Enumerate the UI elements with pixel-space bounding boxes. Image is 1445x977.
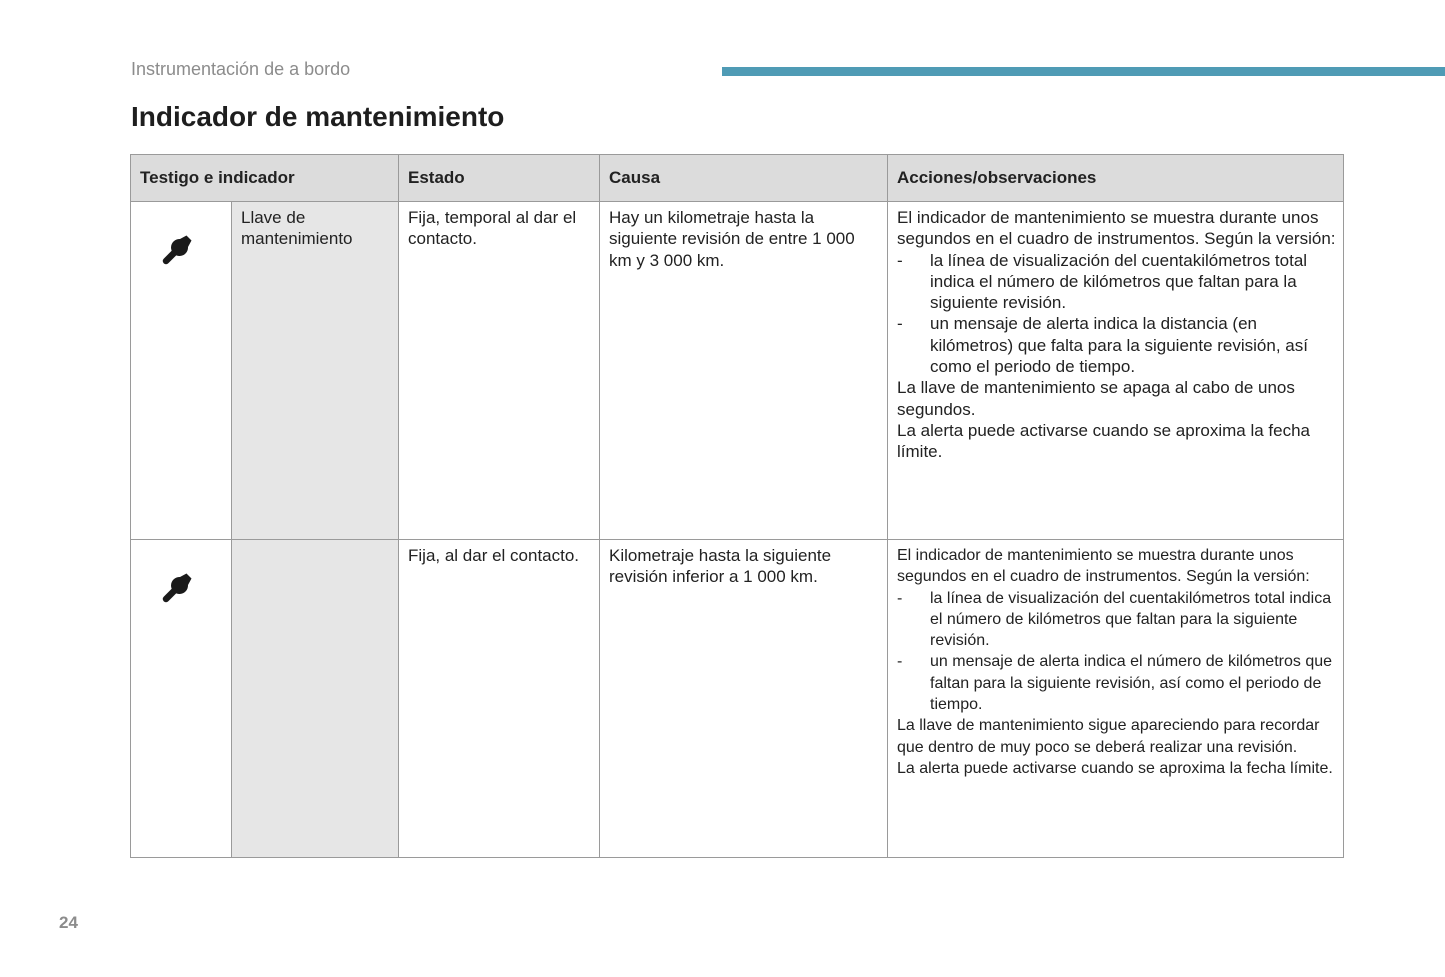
header-accent-bar: [722, 67, 1445, 76]
list-item-text: la línea de visualización del cuentakilómetros total indica el número de kilómetros que faltan para la siguiente revisión.: [930, 589, 1332, 650]
page-title: Indicador de mantenimiento: [131, 101, 505, 132]
section-label: Instrumentación de a bordo: [131, 59, 351, 79]
table-header-row: [131, 155, 1344, 202]
page-number: 24: [59, 913, 78, 932]
estado-cell: Fija, al dar el contacto.: [399, 540, 600, 858]
list-item: [897, 588, 1337, 652]
wrench-icon: [159, 562, 203, 606]
bullet-dash: -: [897, 250, 903, 270]
column-header-testigo: Testigo e indicador: [131, 155, 399, 202]
acciones-note: La alerta puede activarse cuando se aproxima la fecha límite.: [897, 420, 1310, 462]
causa-cell: Hay un kilometraje hasta la siguiente revisión de entre 1 000 km y 3 000 km.: [600, 202, 888, 540]
wrench-icon: [159, 224, 203, 268]
causa-cell: Kilometraje hasta la siguiente revisión inferior a 1 000 km.: [600, 540, 888, 858]
table-row: [131, 202, 1344, 540]
column-header-acciones: Acciones/observaciones: [888, 155, 1344, 202]
table-row: [131, 540, 1344, 858]
list-item-text: la línea de visualización del cuentakilómetros total indica el número de kilómetros que faltan para la siguiente revisión.: [930, 250, 1308, 313]
acciones-intro: El indicador de mantenimiento se muestra durante unos segundos en el cuadro de instrumentos. Según la versión:: [897, 208, 1336, 249]
bullet-dash: -: [897, 653, 903, 671]
column-header-estado: Estado: [399, 155, 600, 202]
acciones-cell: [888, 540, 1344, 858]
indicator-icon-cell: [131, 540, 232, 858]
indicator-icon-cell: [131, 202, 232, 540]
indicator-label: Llave de mantenimiento: [232, 202, 399, 540]
column-header-causa: Causa: [600, 155, 888, 202]
acciones-list: [897, 588, 1337, 716]
acciones-note: La alerta puede activarse cuando se aproxima la fecha límite.: [897, 759, 1333, 777]
acciones-cell: [888, 202, 1344, 540]
acciones-note: La llave de mantenimiento se apaga al cabo de unos segundos.: [897, 378, 1295, 419]
maintenance-table: [130, 154, 1344, 858]
bullet-dash: -: [897, 314, 903, 334]
bullet-dash: -: [897, 589, 903, 607]
estado-cell: Fija, temporal al dar el contacto.: [399, 202, 600, 540]
list-item-text: un mensaje de alerta indica la distancia (en kilómetros) que falta para la siguiente revisión, así como el periodo de tiempo.: [930, 314, 1308, 377]
list-item: [897, 651, 1337, 715]
acciones-intro: El indicador de mantenimiento se muestra durante unos segundos en el cuadro de instrumentos. Según la versión:: [897, 547, 1310, 586]
acciones-list: [897, 250, 1337, 378]
list-item: [897, 250, 1337, 314]
acciones-note: La llave de mantenimiento sigue apareciendo para recordar que dentro de muy poco se deberá realizar una revisión.: [897, 717, 1320, 756]
indicator-label: [232, 540, 399, 858]
list-item-text: un mensaje de alerta indica el número de kilómetros que faltan para la siguiente revisión, así como el periodo de tiempo.: [930, 653, 1333, 714]
list-item: [897, 313, 1337, 377]
